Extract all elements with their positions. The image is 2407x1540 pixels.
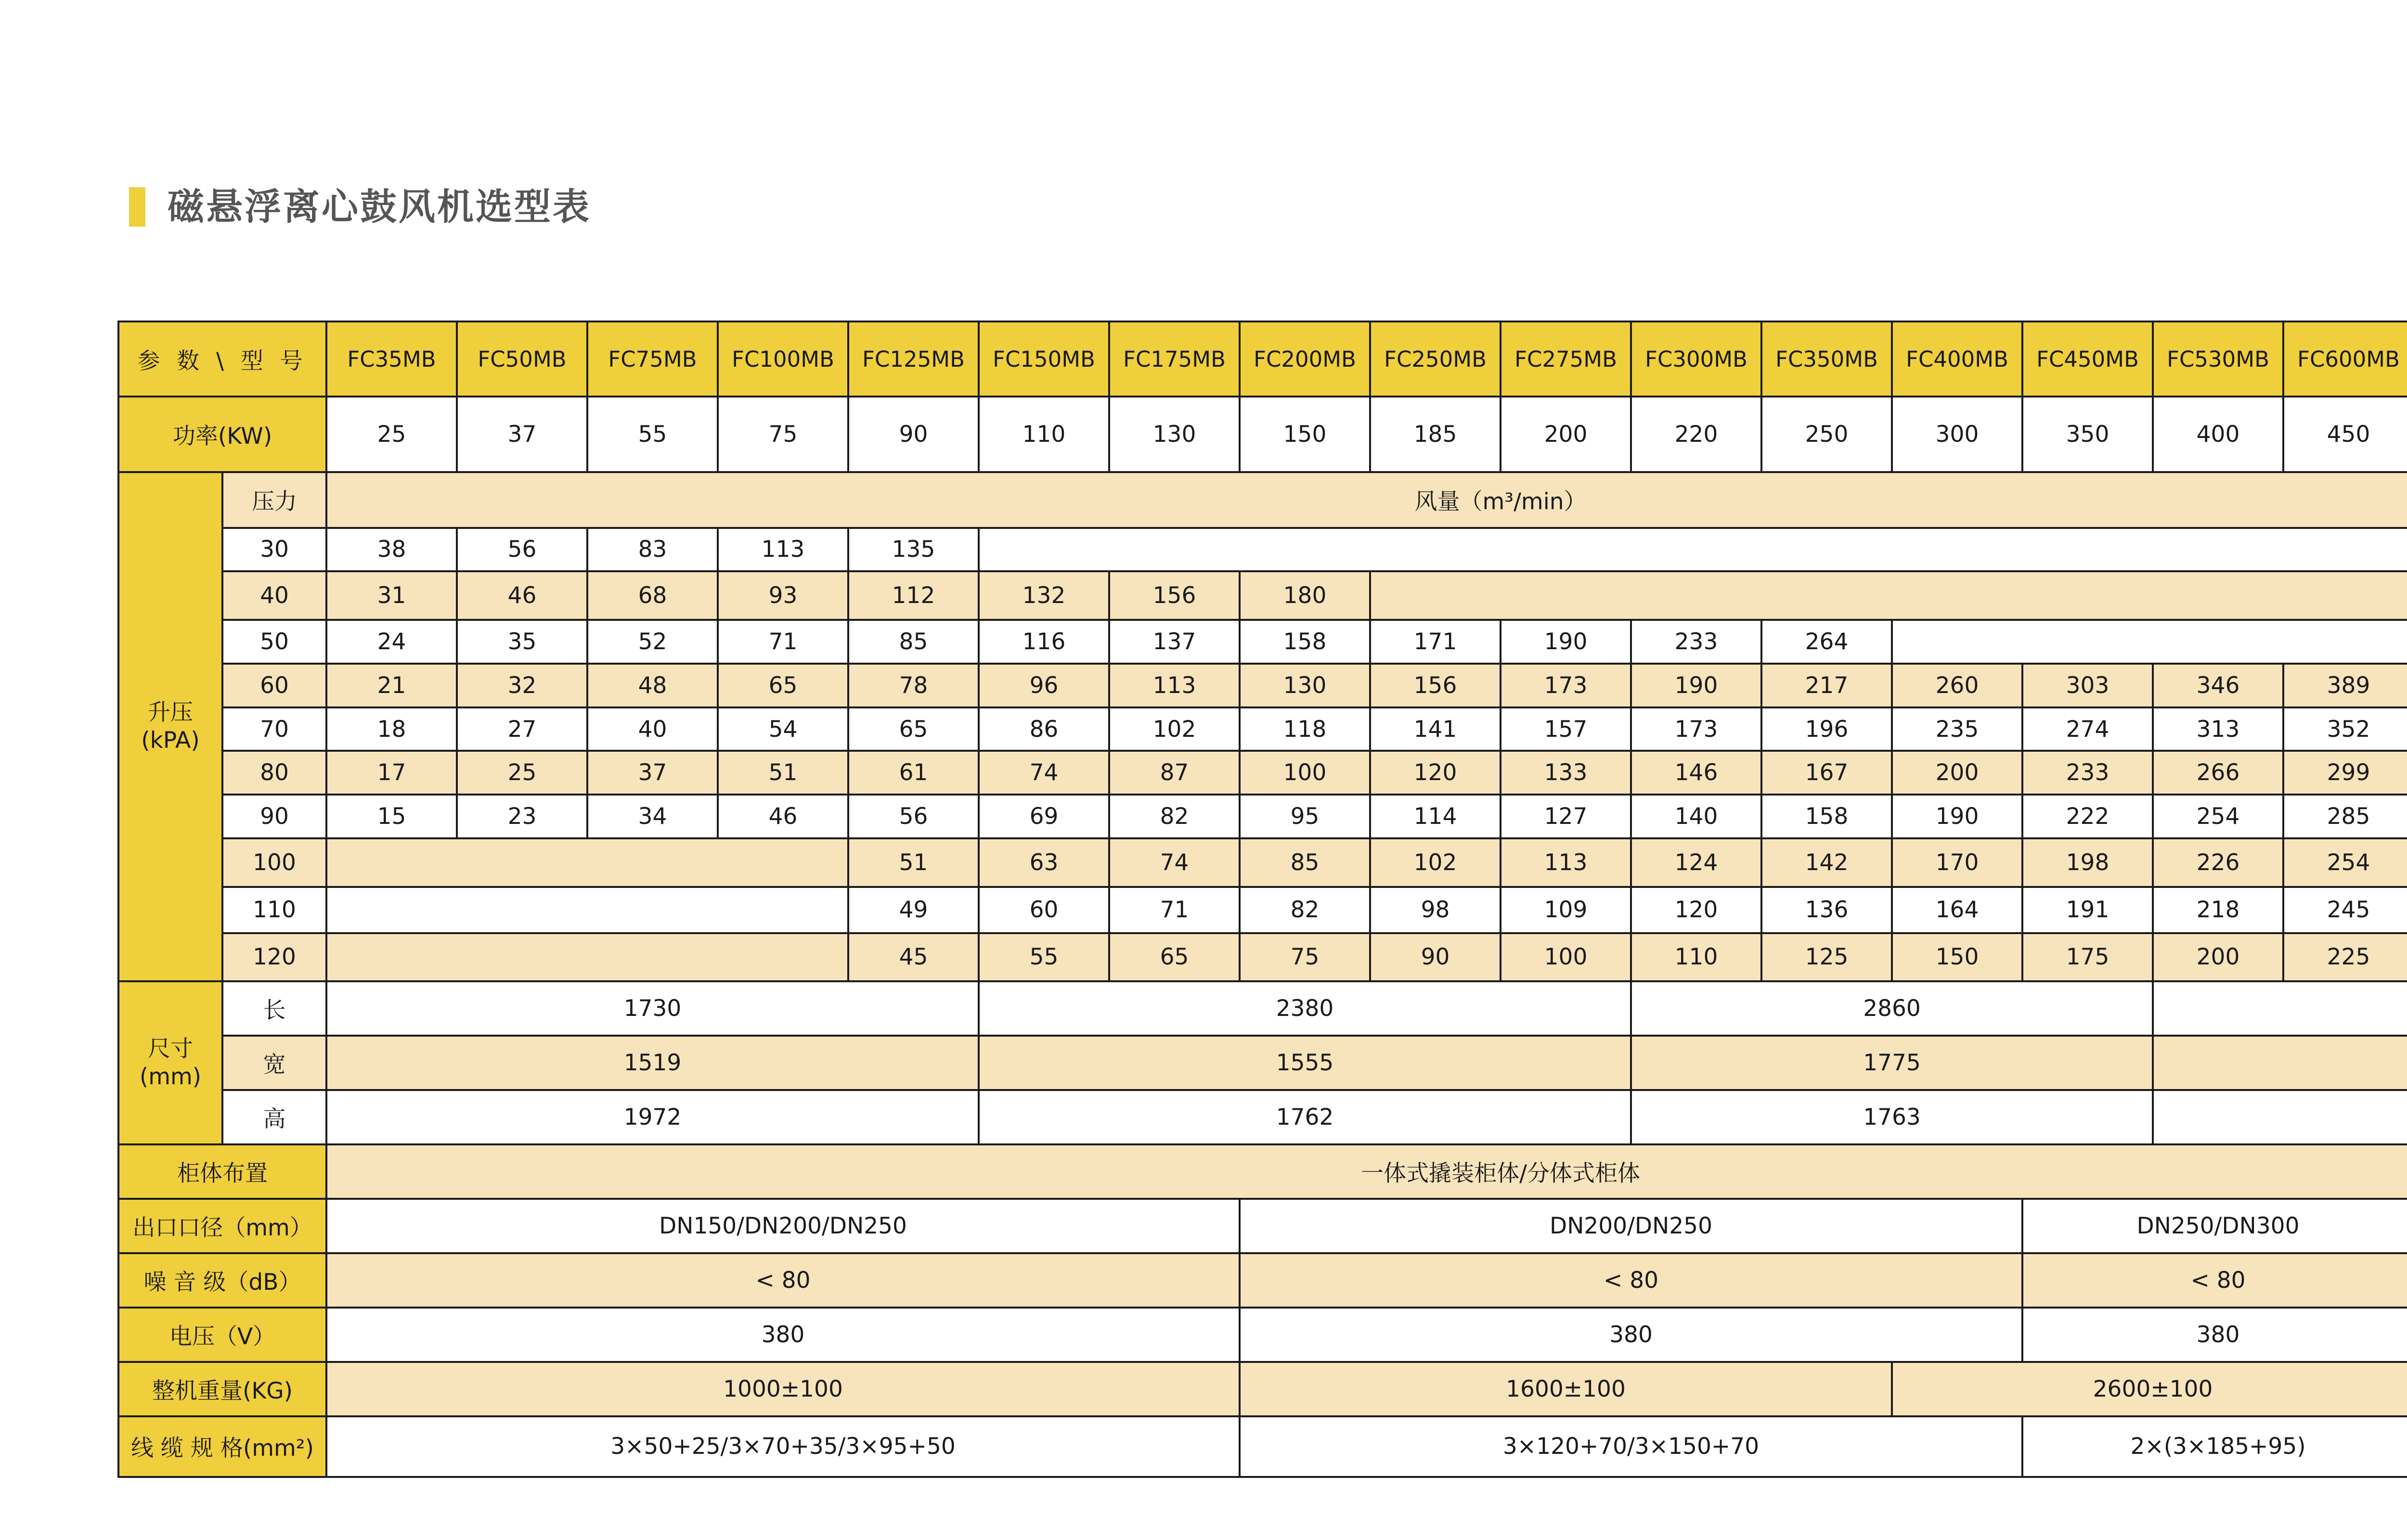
flow-cell: 24 (326, 620, 457, 664)
size-cell: 1762 (979, 1090, 1631, 1144)
flow-cell: 75 (1240, 933, 1370, 982)
flow-cell: 112 (848, 571, 979, 620)
flow-cell: 346 (2153, 664, 2283, 707)
power-label: 功率(KW) (118, 397, 326, 472)
flow-cell: 222 (2022, 795, 2153, 838)
width-label: 宽 (222, 1036, 326, 1090)
pressure-group-label (118, 472, 222, 982)
flow-empty-cell (979, 528, 2407, 572)
cabinet-row (118, 1144, 2407, 1199)
cable-label: 线 缆 规 格(mm²) (118, 1416, 326, 1477)
flow-empty-cell (326, 838, 848, 887)
flow-cell: 266 (2153, 751, 2283, 795)
flow-cell: 180 (1240, 571, 1370, 620)
flow-empty-cell (326, 933, 848, 982)
size-empty-cell (2153, 1090, 2407, 1144)
model-header: FC350MB (1761, 321, 1892, 397)
noise-cell: < 80 (2022, 1253, 2407, 1308)
power-cell: 350 (2022, 397, 2153, 472)
flow-cell: 54 (718, 707, 848, 751)
pressure-value: 40 (222, 571, 326, 620)
power-cell: 130 (1109, 397, 1240, 472)
flow-cell: 190 (1631, 664, 1761, 707)
flow-cell: 226 (2153, 838, 2283, 887)
flow-cell: 65 (1109, 933, 1240, 982)
flow-cell: 137 (1109, 620, 1240, 664)
flow-cell: 32 (457, 664, 587, 707)
flow-cell: 130 (1240, 664, 1370, 707)
cable-cell: 2×(3×185+95) (2022, 1416, 2407, 1477)
flow-cell: 40 (587, 707, 718, 751)
weight-label: 整机重量(KG) (118, 1362, 326, 1416)
flow-cell: 68 (587, 571, 718, 620)
flow-cell: 196 (1761, 707, 1892, 751)
flow-cell: 175 (2022, 933, 2153, 982)
flow-cell: 200 (2153, 933, 2283, 982)
flow-cell: 96 (979, 664, 1109, 707)
flow-row (118, 795, 2407, 838)
flow-cell: 110 (1631, 933, 1761, 982)
flow-row (118, 751, 2407, 795)
flow-row (118, 620, 2407, 664)
flow-cell: 63 (979, 838, 1109, 887)
pressure-group-title: 升压 (148, 699, 193, 726)
flow-cell: 217 (1761, 664, 1892, 707)
cable-row (118, 1416, 2407, 1477)
flow-cell: 31 (326, 571, 457, 620)
flow-cell: 135 (848, 528, 979, 572)
flow-cell: 61 (848, 751, 979, 795)
model-header: FC450MB (2022, 321, 2153, 397)
flow-cell: 83 (587, 528, 718, 572)
voltage-label: 电压（V） (118, 1308, 326, 1362)
power-cell: 400 (2153, 397, 2283, 472)
pressure-value: 100 (222, 838, 326, 887)
flow-cell: 82 (1109, 795, 1240, 838)
flow-cell: 158 (1240, 620, 1370, 664)
flow-cell: 37 (587, 751, 718, 795)
power-cell: 150 (1240, 397, 1370, 472)
flow-cell: 87 (1109, 751, 1240, 795)
flow-cell: 82 (1240, 887, 1370, 933)
power-cell: 110 (979, 397, 1109, 472)
outlet-cell: DN200/DN250 (1240, 1199, 2022, 1253)
flow-cell: 100 (1501, 933, 1631, 982)
flow-cell: 118 (1240, 707, 1370, 751)
flow-row (118, 571, 2407, 620)
power-cell: 185 (1370, 397, 1501, 472)
model-header: FC50MB (457, 321, 587, 397)
power-cell: 450 (2283, 397, 2407, 472)
weight-cell: 2600±100 (1892, 1362, 2407, 1416)
size-length-row (118, 981, 2407, 1036)
pressure-header: 压力 (222, 472, 326, 528)
size-cell: 2860 (1631, 981, 2153, 1036)
flow-cell: 86 (979, 707, 1109, 751)
model-header: FC150MB (979, 321, 1109, 397)
flow-cell: 100 (1240, 751, 1370, 795)
flow-cell: 48 (587, 664, 718, 707)
flow-cell: 102 (1370, 838, 1501, 887)
flow-cell: 93 (718, 571, 848, 620)
size-cell: 1763 (1631, 1090, 2153, 1144)
flow-cell: 113 (1501, 838, 1631, 887)
flow-cell: 23 (457, 795, 587, 838)
flow-cell: 71 (1109, 887, 1240, 933)
model-header: FC125MB (848, 321, 979, 397)
flow-cell: 18 (326, 707, 457, 751)
model-header: FC75MB (587, 321, 718, 397)
model-header: FC200MB (1240, 321, 1370, 397)
flow-cell: 27 (457, 707, 587, 751)
model-header: FC300MB (1631, 321, 1761, 397)
flow-cell: 150 (1892, 933, 2022, 982)
page-title: 磁悬浮离心鼓风机选型表 (168, 185, 591, 228)
size-empty-cell (2153, 981, 2407, 1036)
flow-cell: 200 (1892, 751, 2022, 795)
flow-cell: 254 (2153, 795, 2283, 838)
weight-cell: 1600±100 (1240, 1362, 1892, 1416)
cable-cell: 3×50+25/3×70+35/3×95+50 (326, 1416, 1240, 1477)
cabinet-label: 柜体布置 (118, 1144, 326, 1199)
flow-cell: 142 (1761, 838, 1892, 887)
flow-cell: 98 (1370, 887, 1501, 933)
power-cell: 300 (1892, 397, 2022, 472)
outlet-label: 出口口径（mm） (118, 1199, 326, 1253)
flow-cell: 35 (457, 620, 587, 664)
cable-cell: 3×120+70/3×150+70 (1240, 1416, 2022, 1477)
flow-cell: 90 (1370, 933, 1501, 982)
power-cell: 55 (587, 397, 718, 472)
power-cell: 200 (1501, 397, 1631, 472)
flow-cell: 113 (1109, 664, 1240, 707)
flow-cell: 158 (1761, 795, 1892, 838)
noise-cell: < 80 (326, 1253, 1240, 1308)
flow-cell: 109 (1501, 887, 1631, 933)
length-label: 长 (222, 981, 326, 1036)
flow-cell: 190 (1501, 620, 1631, 664)
size-width-row (118, 1036, 2407, 1090)
flow-cell: 51 (848, 838, 979, 887)
model-header: FC400MB (1892, 321, 2022, 397)
power-cell: 90 (848, 397, 979, 472)
size-cell: 1775 (1631, 1036, 2153, 1090)
flow-cell: 264 (1761, 620, 1892, 664)
flow-cell: 78 (848, 664, 979, 707)
flow-cell: 233 (2022, 751, 2153, 795)
size-cell: 1972 (326, 1090, 979, 1144)
model-header: FC175MB (1109, 321, 1240, 397)
power-cell: 250 (1761, 397, 1892, 472)
size-cell: 1555 (979, 1036, 1631, 1090)
weight-cell: 1000±100 (326, 1362, 1240, 1416)
flow-cell: 52 (587, 620, 718, 664)
flow-cell: 190 (1892, 795, 2022, 838)
flow-cell: 25 (457, 751, 587, 795)
flow-cell: 225 (2283, 933, 2407, 982)
size-height-row (118, 1090, 2407, 1144)
outlet-cell: DN250/DN300 (2022, 1199, 2407, 1253)
flow-cell: 157 (1501, 707, 1631, 751)
flow-cell: 95 (1240, 795, 1370, 838)
flow-cell: 74 (1109, 838, 1240, 887)
pressure-value: 90 (222, 795, 326, 838)
flow-cell: 46 (457, 571, 587, 620)
size-group-title: 尺寸 (148, 1035, 193, 1062)
airflow-header: 风量（m³/min） (326, 472, 2407, 528)
flow-cell: 313 (2153, 707, 2283, 751)
flow-cell: 170 (1892, 838, 2022, 887)
flow-cell: 299 (2283, 751, 2407, 795)
param-model-header: 参 数 \ 型 号 (118, 321, 326, 397)
title-accent-bar (129, 187, 145, 227)
power-row (118, 397, 2407, 472)
outlet-row (118, 1199, 2407, 1253)
outlet-cell: DN150/DN200/DN250 (326, 1199, 1240, 1253)
flow-cell: 260 (1892, 664, 2022, 707)
voltage-cell: 380 (1240, 1308, 2022, 1362)
flow-cell: 164 (1892, 887, 2022, 933)
weight-row (118, 1362, 2407, 1416)
pressure-group-unit: (kPA) (141, 727, 200, 754)
flow-cell: 60 (979, 887, 1109, 933)
flow-row (118, 664, 2407, 707)
flow-cell: 45 (848, 933, 979, 982)
flow-row (118, 528, 2407, 572)
flow-cell: 65 (718, 664, 848, 707)
flow-cell: 191 (2022, 887, 2153, 933)
flow-cell: 15 (326, 795, 457, 838)
model-header: FC100MB (718, 321, 848, 397)
size-cell: 1730 (326, 981, 979, 1036)
pressure-value: 80 (222, 751, 326, 795)
flow-cell: 85 (1240, 838, 1370, 887)
size-group-unit: (mm) (139, 1063, 202, 1090)
flow-row (118, 838, 2407, 887)
flow-cell: 198 (2022, 838, 2153, 887)
flow-cell: 303 (2022, 664, 2153, 707)
flow-cell: 85 (848, 620, 979, 664)
size-cell: 1519 (326, 1036, 979, 1090)
flow-cell: 56 (848, 795, 979, 838)
flow-cell: 34 (587, 795, 718, 838)
model-header: FC275MB (1501, 321, 1631, 397)
flow-empty-cell (1892, 620, 2407, 664)
flow-row (118, 707, 2407, 751)
size-cell: 2380 (979, 981, 1631, 1036)
voltage-cell: 380 (2022, 1308, 2407, 1362)
flow-cell: 17 (326, 751, 457, 795)
flow-cell: 233 (1631, 620, 1761, 664)
pressure-value: 110 (222, 887, 326, 933)
flow-cell: 114 (1370, 795, 1501, 838)
flow-cell: 156 (1370, 664, 1501, 707)
flow-cell: 120 (1631, 887, 1761, 933)
flow-cell: 65 (848, 707, 979, 751)
flow-cell: 133 (1501, 751, 1631, 795)
flow-cell: 74 (979, 751, 1109, 795)
flow-cell: 124 (1631, 838, 1761, 887)
flow-cell: 69 (979, 795, 1109, 838)
flow-cell: 274 (2022, 707, 2153, 751)
flow-cell: 51 (718, 751, 848, 795)
voltage-row (118, 1308, 2407, 1362)
flow-cell: 245 (2283, 887, 2407, 933)
voltage-cell: 380 (326, 1308, 1240, 1362)
flow-cell: 71 (718, 620, 848, 664)
flow-row (118, 887, 2407, 933)
noise-cell: < 80 (1240, 1253, 2022, 1308)
flow-cell: 56 (457, 528, 587, 572)
flow-cell: 218 (2153, 887, 2283, 933)
pressure-value: 60 (222, 664, 326, 707)
flow-row (118, 933, 2407, 982)
pressure-value: 120 (222, 933, 326, 982)
flow-cell: 125 (1761, 933, 1892, 982)
flow-cell: 156 (1109, 571, 1240, 620)
model-header: FC250MB (1370, 321, 1501, 397)
noise-row (118, 1253, 2407, 1308)
flow-cell: 38 (326, 528, 457, 572)
flow-cell: 167 (1761, 751, 1892, 795)
flow-cell: 113 (718, 528, 848, 572)
flow-cell: 116 (979, 620, 1109, 664)
flow-cell: 120 (1370, 751, 1501, 795)
flow-cell: 136 (1761, 887, 1892, 933)
flow-cell: 285 (2283, 795, 2407, 838)
pressure-value: 50 (222, 620, 326, 664)
flow-header-row (118, 472, 2407, 528)
selection-table (117, 321, 2407, 1478)
flow-cell: 171 (1370, 620, 1501, 664)
flow-cell: 389 (2283, 664, 2407, 707)
model-header: FC600MB (2283, 321, 2407, 397)
flow-cell: 141 (1370, 707, 1501, 751)
flow-cell: 173 (1501, 664, 1631, 707)
height-label: 高 (222, 1090, 326, 1144)
flow-cell: 173 (1631, 707, 1761, 751)
power-cell: 25 (326, 397, 457, 472)
power-cell: 37 (457, 397, 587, 472)
model-header-row (118, 321, 2407, 397)
flow-empty-cell (1370, 571, 2407, 620)
flow-cell: 132 (979, 571, 1109, 620)
cabinet-value: 一体式撬装柜体/分体式柜体 (326, 1144, 2407, 1199)
flow-cell: 46 (718, 795, 848, 838)
flow-cell: 21 (326, 664, 457, 707)
model-header: FC35MB (326, 321, 457, 397)
flow-cell: 235 (1892, 707, 2022, 751)
flow-cell: 146 (1631, 751, 1761, 795)
flow-cell: 102 (1109, 707, 1240, 751)
size-group-label (118, 981, 222, 1144)
flow-cell: 55 (979, 933, 1109, 982)
power-cell: 75 (718, 397, 848, 472)
pressure-value: 70 (222, 707, 326, 751)
size-empty-cell (2153, 1036, 2407, 1090)
model-header: FC530MB (2153, 321, 2283, 397)
noise-label: 噪 音 级（dB） (118, 1253, 326, 1308)
flow-empty-cell (326, 887, 848, 933)
flow-cell: 49 (848, 887, 979, 933)
flow-cell: 140 (1631, 795, 1761, 838)
pressure-value: 30 (222, 528, 326, 572)
flow-cell: 352 (2283, 707, 2407, 751)
flow-cell: 254 (2283, 838, 2407, 887)
flow-cell: 127 (1501, 795, 1631, 838)
power-cell: 220 (1631, 397, 1761, 472)
